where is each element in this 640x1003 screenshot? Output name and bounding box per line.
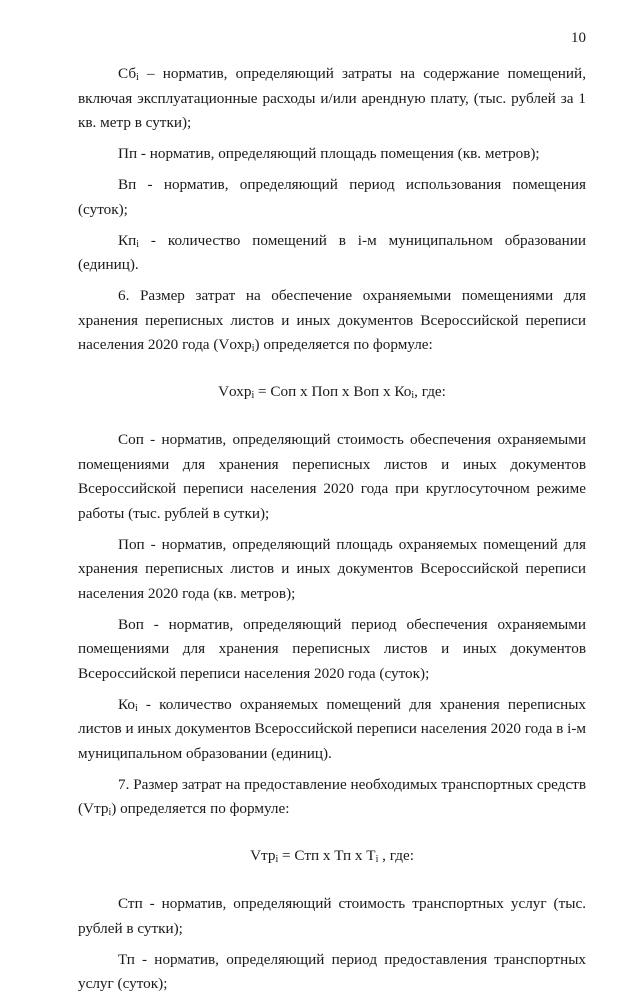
paragraph-item-6: 6. Размер затрат на обеспечение охраняемыми помещениями для хранения переписных листов и иных документов Всероссийской переписи населения 2020 года (Vохр$_i$) определяется по формуле: (78, 287, 586, 354)
paragraph-pop: Поп - норматив, определяющий площадь охраняемых помещений для хранения переписных листов и иных документов Всероссийской переписи населения 2020 года (кв. метров); (78, 535, 586, 602)
paragraph-stp: Стп - норматив, определяющий стоимость транспортных услуг (тыс. рублей в сутки); (78, 895, 586, 937)
document-body (78, 62, 586, 1003)
paragraph-vop: Воп - норматив, определяющий период обеспечения охраняемыми помещениями для хранения переписных листов и иных документов Всероссийской переписи населения 2020 года (суток); (78, 615, 586, 682)
paragraph-sop: Соп - норматив, определяющий стоимость обеспечения охраняемыми помещениями для хранения переписных листов и иных документов Всероссийской переписи населения 2020 года при круглосуточном режиме работы (тыс. рублей в сутки); (78, 431, 586, 522)
paragraph-tp: Тп - норматив, определяющий период предоставления транспортных услуг (суток); (78, 950, 586, 992)
paragraph-ko: $Ко_i$ - количество охраняемых помещений для хранения переписных листов и иных документов Всероссийской переписи населения 2020 года в i-м муниципальном образовании (единиц). (78, 695, 586, 762)
paragraph-sb: $Сб_i$ – норматив, определяющий затраты на содержание помещений, включая эксплуатационные расходы и/или арендную плату, (тыс. рублей за 1 кв. метр в сутки); (78, 65, 586, 131)
paragraph-item-7: 7. Размер затрат на предоставление необходимых транспортных средств (Vтр$_i$) определяется по формуле: (78, 775, 586, 818)
paragraph-vp: Вп - норматив, определяющий период использования помещения (суток); (78, 176, 586, 218)
paragraph-pp: Пп - норматив, определяющий площадь помещения (кв. метров); (118, 145, 540, 162)
page-number: 10 (571, 30, 586, 46)
paragraph-kp: $Кп_i$ - количество помещений в i-м муниципальном образовании (единиц). (78, 231, 586, 273)
formula-vtr: Vтр$_i$ = Стп х Тп х $Т_i$ , где: (250, 846, 414, 865)
formula-vohr: Vохр$_i$ = Соп х Поп х Воп х $Ко_i$, где: (218, 382, 446, 401)
